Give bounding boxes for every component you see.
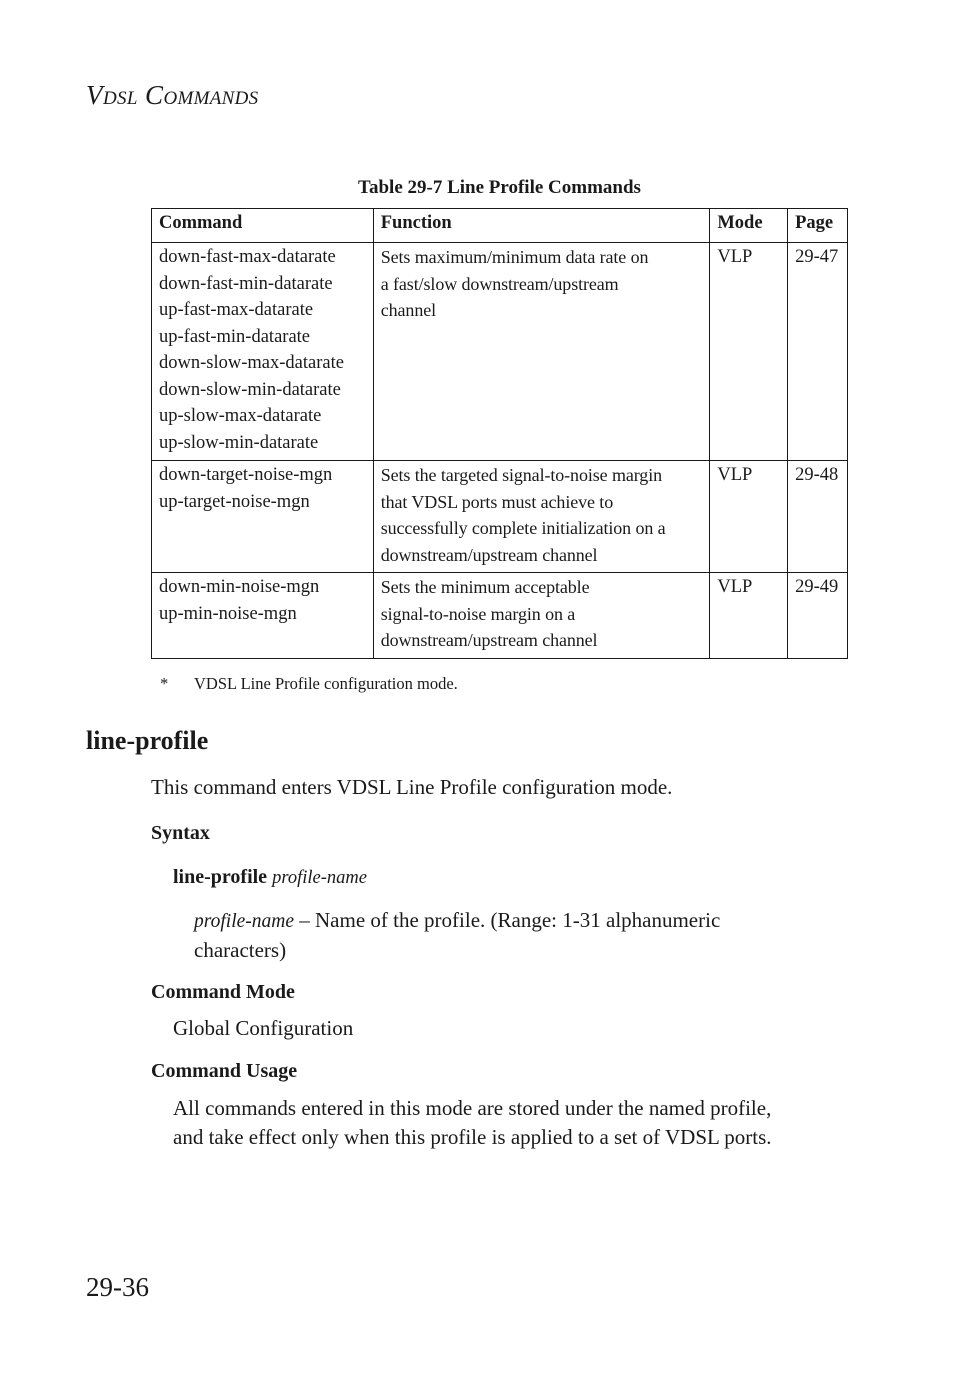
section-intro: This command enters VDSL Line Profile configuration mode. [151, 775, 673, 799]
command-name: down-fast-max-datarate [159, 247, 336, 267]
syntax-argument: profile-name [272, 868, 367, 888]
running-head-dsl: DSL [103, 88, 138, 109]
function-text: that VDSL ports must achieve to [380, 491, 614, 512]
mode-cell: VLP [710, 573, 788, 659]
parameter-description [194, 906, 834, 965]
command-name: down-fast-min-datarate [159, 273, 333, 294]
function-text: successfully complete initialization on a [380, 518, 666, 538]
command-name: up-slow-max-datarate [159, 406, 322, 426]
function-text: Sets maximum/minimum data rate on [380, 247, 649, 267]
parameter-name: profile-name [194, 911, 295, 932]
table-row [152, 243, 848, 461]
table-header-row [152, 209, 848, 243]
syntax-keyword: line-profile [173, 866, 268, 888]
command-name: down-slow-max-datarate [159, 353, 344, 373]
running-head-v: V [86, 80, 103, 110]
command-name: up-target-noise-mgn [159, 491, 310, 512]
function-text: Sets the targeted signal-to-noise margin [380, 465, 663, 485]
table-caption: Table 29-7 Line Profile Commands [358, 177, 641, 198]
parameter-desc-line1: – Name of the profile. (Range: 1-31 alphanumeric [294, 908, 721, 932]
page-cell: 29-48 [788, 461, 848, 573]
mode-cell: VLP [710, 243, 788, 461]
command-name: down-min-noise-mgn [159, 577, 320, 597]
command-name: down-target-noise-mgn [159, 465, 333, 485]
syntax-heading: Syntax [151, 822, 210, 844]
command-name: down-slow-min-datarate [159, 379, 341, 400]
command-name: up-slow-min-datarate [159, 432, 319, 453]
running-head-c: C [144, 80, 164, 110]
function-text: Sets the minimum acceptable [380, 577, 590, 597]
header-function: Function [373, 209, 710, 243]
command-mode-value: Global Configuration [173, 1016, 354, 1040]
table-footnote [160, 674, 458, 694]
parameter-desc-line2: characters) [194, 938, 287, 962]
running-head-ommands: OMMANDS [163, 88, 259, 109]
command-mode-heading: Command Mode [151, 981, 295, 1003]
table-row [152, 573, 848, 659]
function-text: a fast/slow downstream/upstream [380, 273, 619, 294]
function-cell [373, 243, 710, 461]
command-name: up-min-noise-mgn [159, 603, 297, 624]
table-row [152, 461, 848, 573]
syntax-line [173, 866, 367, 889]
function-cell [373, 573, 710, 659]
footnote-mark: * [160, 674, 169, 693]
function-text: channel [380, 300, 437, 320]
section-title: line-profile [86, 726, 209, 755]
command-usage-text [173, 1094, 863, 1152]
running-head [86, 80, 258, 111]
page-cell: 29-47 [788, 243, 848, 461]
header-command: Command [152, 209, 374, 243]
page-number: 29-36 [86, 1272, 149, 1302]
command-name: up-fast-max-datarate [159, 300, 314, 320]
function-text: downstream/upstream channel [380, 544, 598, 565]
command-name: up-fast-min-datarate [159, 326, 311, 347]
command-usage-heading: Command Usage [151, 1060, 298, 1082]
command-cell [152, 573, 374, 659]
function-text: downstream/upstream channel [380, 630, 598, 650]
function-text: signal-to-noise margin on a [380, 603, 576, 624]
line-profile-commands-table [151, 208, 848, 659]
header-page: Page [788, 209, 848, 243]
usage-line2: and take effect only when this profile is applied to a set of VDSL ports. [173, 1125, 772, 1149]
usage-line1: All commands entered in this mode are stored under the named profile, [173, 1096, 772, 1120]
header-mode: Mode [710, 209, 788, 243]
command-cell [152, 461, 374, 573]
function-cell [373, 461, 710, 573]
mode-cell: VLP [710, 461, 788, 573]
page-cell: 29-49 [788, 573, 848, 659]
command-cell [152, 243, 374, 461]
footnote-text: VDSL Line Profile configuration mode. [194, 674, 458, 693]
